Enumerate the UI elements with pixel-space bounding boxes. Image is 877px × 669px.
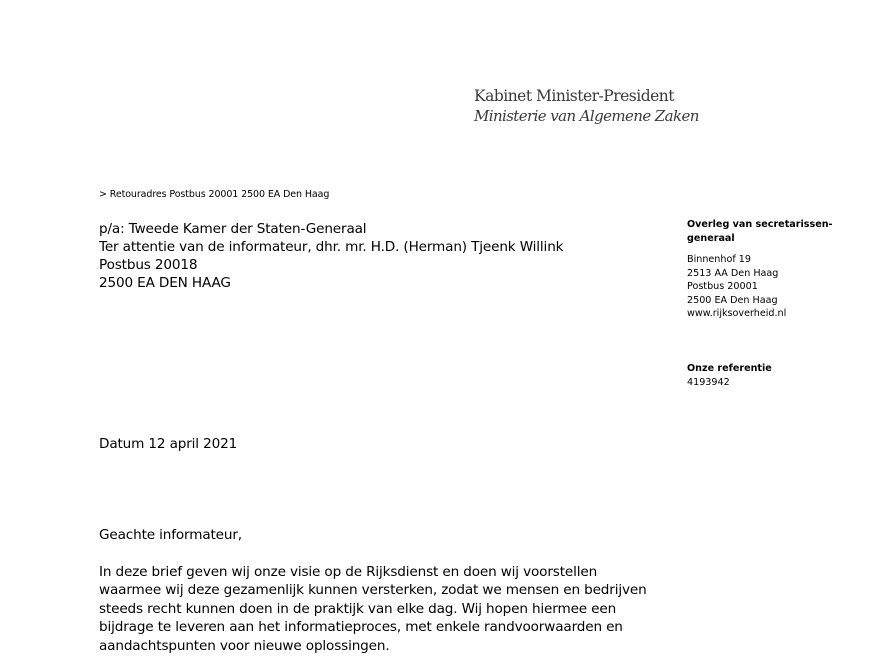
sender-address-line: 2500 EA Den Haag (687, 294, 778, 306)
body-line: waarmee wij deze gezamenlijk kunnen versterken, zodat we mensen en bedrijven (99, 582, 647, 599)
body-line: steeds recht kunnen doen in de praktijk van elke dag. Wij hopen hiermee een (99, 600, 617, 617)
recipient-line: p/a: Tweede Kamer der Staten-Generaal (99, 221, 367, 237)
reference-label: Onze referentie (687, 363, 772, 374)
sender-address (687, 253, 857, 321)
reference-block (687, 362, 772, 390)
sender-sidebar (687, 218, 857, 388)
body-line: In deze brief geven wij onze visie op de Rijksdienst en doen wij voorstellen (99, 564, 598, 580)
sender-website-link[interactable]: www.rijksoverheid.nl (687, 308, 787, 319)
reference-value: 4193942 (687, 377, 730, 388)
salutation: Geachte informateur, (99, 527, 242, 543)
return-address: > Retouradres Postbus 20001 2500 EA Den Haag (99, 189, 330, 200)
recipient-address (99, 220, 563, 292)
recipient-line: 2500 EA DEN HAAG (99, 275, 231, 291)
recipient-line: Postbus 20018 (99, 257, 198, 273)
body-line: bijdrage te leveren aan het informatieproces, met enkele randvoorwaarden en (99, 619, 623, 636)
sender-heading: Overleg van secretarissen-generaal (687, 219, 833, 244)
sender-address-line: Postbus 20001 (687, 281, 758, 292)
body-line: aandachtspunten voor nieuwe oplossingen. (99, 637, 390, 654)
letterhead-ministry: Ministerie van Algemene Zaken (474, 107, 699, 125)
letterhead (474, 86, 699, 126)
letterhead-organization: Kabinet Minister-President (474, 87, 675, 105)
sender-address-line: Binnenhof 19 (687, 254, 751, 265)
recipient-line: Ter attentie van de informateur, dhr. mr. H.D. (Herman) Tjeenk Willink (99, 239, 564, 255)
letter-date: Datum 12 april 2021 (99, 436, 238, 452)
body-paragraph (99, 563, 647, 655)
sender-address-line: 2513 AA Den Haag (687, 267, 779, 279)
